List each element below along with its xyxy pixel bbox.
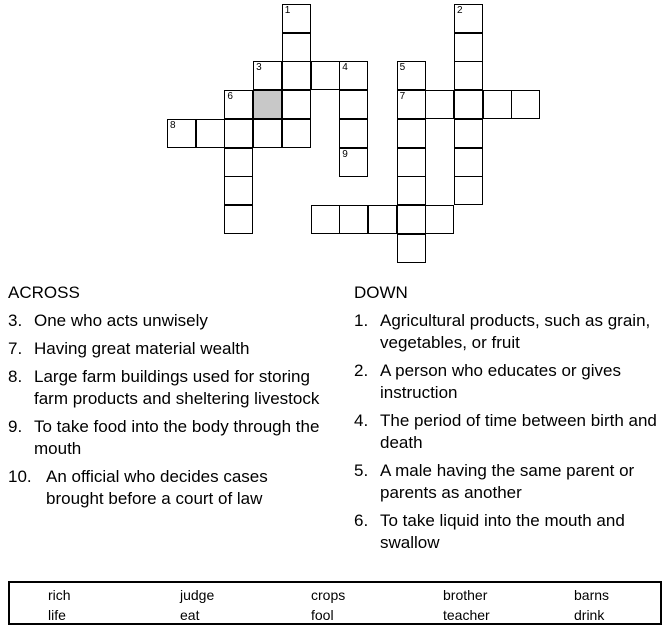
word-bank-item: barns <box>574 587 610 603</box>
grid-cell[interactable] <box>282 33 311 62</box>
clue-number: 2. <box>354 361 369 380</box>
grid-cell[interactable] <box>368 205 397 234</box>
clue-number: 9. <box>8 417 23 436</box>
crossword-grid <box>0 0 672 270</box>
word-bank-item: rich <box>48 587 71 603</box>
down-clues <box>354 283 670 560</box>
clue-text: Having great material wealth <box>34 339 250 358</box>
grid-cell[interactable] <box>282 90 311 119</box>
clue-across-9 <box>8 416 328 460</box>
clue-across-7 <box>8 338 328 360</box>
clue-text: A person who educates or gives instruction <box>380 361 621 402</box>
word-bank-item: life <box>48 607 66 623</box>
grid-cell[interactable] <box>253 61 282 90</box>
grid-cell[interactable] <box>397 176 426 205</box>
clue-down-5 <box>354 460 670 504</box>
clue-number: 8. <box>8 367 23 386</box>
grid-cell[interactable] <box>454 119 483 148</box>
grid-cell[interactable] <box>339 90 368 119</box>
grid-cell[interactable] <box>224 119 253 148</box>
clue-text: Large farm buildings used for storing farm products and sheltering livestock <box>34 367 320 408</box>
across-heading: ACROSS <box>8 283 80 302</box>
grid-cell[interactable] <box>282 61 311 90</box>
grid-cell[interactable] <box>454 176 483 205</box>
grid-cell[interactable] <box>253 90 282 119</box>
cell-number: 6 <box>227 91 233 103</box>
clue-number: 10. <box>8 467 32 486</box>
word-bank <box>8 581 662 625</box>
grid-cell[interactable] <box>425 205 454 234</box>
clue-number: 7. <box>8 339 23 358</box>
clue-number: 5. <box>354 461 369 480</box>
grid-cell[interactable] <box>282 4 311 33</box>
clue-number: 6. <box>354 511 369 530</box>
word-bank-item: drink <box>574 607 605 623</box>
grid-cell[interactable] <box>224 176 253 205</box>
clue-across-10 <box>8 466 328 510</box>
cell-number: 7 <box>399 91 406 103</box>
clue-text: The period of time between birth and death <box>380 411 657 452</box>
clue-across-8 <box>8 366 328 410</box>
word-bank-item: brother <box>443 587 488 603</box>
clue-down-1 <box>354 310 670 354</box>
grid-cell[interactable] <box>224 148 253 177</box>
word-bank-item: fool <box>311 607 334 623</box>
grid-cell[interactable] <box>454 4 483 33</box>
grid-cell[interactable] <box>253 119 282 148</box>
grid-cell[interactable] <box>282 119 311 148</box>
grid-cell[interactable] <box>397 234 426 263</box>
grid-cell[interactable] <box>224 90 253 119</box>
down-heading: DOWN <box>354 283 408 302</box>
grid-cell[interactable] <box>397 90 426 119</box>
grid-cell[interactable] <box>454 61 483 90</box>
grid-cell[interactable] <box>397 61 426 90</box>
grid-cell[interactable] <box>397 205 426 234</box>
clue-down-2 <box>354 360 670 404</box>
grid-cell[interactable] <box>196 119 225 148</box>
grid-cell[interactable] <box>311 61 340 90</box>
grid-cell[interactable] <box>454 33 483 62</box>
grid-cell[interactable] <box>224 205 253 234</box>
clue-across-3 <box>8 310 328 332</box>
cell-number: 1 <box>284 5 291 16</box>
clue-down-4 <box>354 410 670 454</box>
grid-cell[interactable] <box>311 205 340 234</box>
word-bank-item: teacher <box>443 607 490 623</box>
grid-cell[interactable] <box>454 90 483 119</box>
clue-text: One who acts unwisely <box>34 311 208 330</box>
clue-number: 1. <box>354 311 369 330</box>
clue-number: 4. <box>354 411 369 430</box>
grid-cell[interactable] <box>454 148 483 177</box>
grid-cell[interactable] <box>397 119 426 148</box>
clue-text: A male having the same parent or parents as another <box>380 461 635 502</box>
grid-cell[interactable] <box>339 119 368 148</box>
grid-cell[interactable] <box>339 61 368 90</box>
across-clues <box>8 283 328 516</box>
cell-number: 4 <box>342 62 348 74</box>
clue-text: Agricultural products, such as grain, vegetables, or fruit <box>380 311 651 352</box>
cell-number: 9 <box>342 148 348 160</box>
word-bank-item: eat <box>180 607 200 623</box>
cell-number: 5 <box>399 62 406 74</box>
clue-down-6 <box>354 510 670 554</box>
clue-number: 3. <box>8 311 23 330</box>
clue-text: To take food into the body through the mouth <box>34 417 320 458</box>
word-bank-item: judge <box>180 587 215 603</box>
grid-cell[interactable] <box>167 119 196 148</box>
cell-number: 3 <box>256 62 262 74</box>
grid-cell[interactable] <box>397 148 426 177</box>
word-bank-item: crops <box>311 587 346 603</box>
cell-number: 2 <box>457 5 463 16</box>
cell-number: 8 <box>170 119 176 131</box>
grid-cell[interactable] <box>339 205 368 234</box>
grid-cell[interactable] <box>339 148 368 177</box>
clue-text: To take liquid into the mouth and swallow <box>380 511 625 552</box>
grid-cell[interactable] <box>425 90 454 119</box>
grid-cell[interactable] <box>483 90 512 119</box>
grid-cell[interactable] <box>511 90 540 119</box>
clue-text: An official who decides cases brought before a court of law <box>46 467 268 508</box>
